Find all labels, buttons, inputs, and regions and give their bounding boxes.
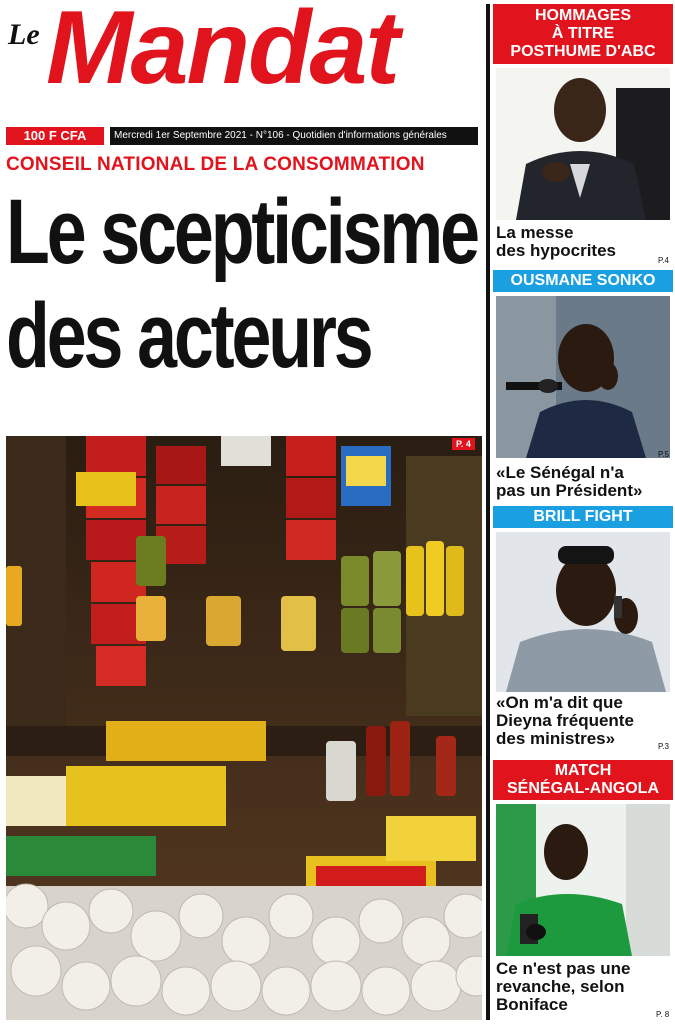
issue-line: Mercredi 1er Septembre 2021 - N°106 - Quotidien d'informations générales bbox=[110, 127, 478, 145]
sidebar-2-photo bbox=[496, 296, 670, 458]
sidebar-2-title bbox=[493, 270, 673, 292]
masthead bbox=[6, 2, 480, 122]
sidebar-2-caption-line-1: «Le Sénégal n'a bbox=[496, 463, 624, 482]
sidebar-3-page-ref: P.3 bbox=[658, 742, 669, 751]
sidebar-4-caption-line-3: Boniface bbox=[496, 995, 568, 1014]
sidebar-1-caption-line-1: La messe bbox=[496, 223, 574, 242]
headline-line-1: Le scepticisme bbox=[6, 181, 477, 283]
sidebar-3-title-line-1: BRILL FIGHT bbox=[533, 508, 633, 525]
sidebar-4-caption-line-2: revanche, selon bbox=[496, 977, 625, 996]
sidebar-3-caption-line-3: des ministres» bbox=[496, 729, 616, 748]
sidebar-4-photo bbox=[496, 804, 670, 956]
sidebar-3-title bbox=[493, 506, 673, 528]
sidebar-4-caption bbox=[496, 960, 672, 1014]
masthead-title: Mandat bbox=[46, 0, 398, 106]
sidebar-1-title-line-2: À TITRE bbox=[551, 25, 615, 42]
sidebar-4-title bbox=[493, 760, 673, 800]
sidebar-1-caption-line-2: des hypocrites bbox=[496, 241, 616, 260]
sidebar-4-page-ref: P. 8 bbox=[656, 1010, 670, 1019]
sidebar-1-title-line-3: POSTHUME D'ABC bbox=[510, 43, 656, 60]
sidebar-2-caption-line-2: pas un Président» bbox=[496, 481, 643, 500]
sidebar-3-caption bbox=[496, 694, 672, 748]
sidebar-3-caption-line-1: «On m'a dit que bbox=[496, 693, 623, 712]
column-divider bbox=[486, 4, 490, 1020]
headline-line-2: des acteurs bbox=[6, 285, 371, 387]
portrait-speaker-microphone bbox=[496, 296, 670, 458]
sidebar-2-title-line-1: OUSMANE SONKO bbox=[510, 272, 656, 289]
sidebar-3-caption-line-2: Dieyna fréquente bbox=[496, 711, 634, 730]
portrait-wrestler-phone bbox=[496, 532, 670, 692]
sidebar-3-photo bbox=[496, 532, 670, 692]
portrait-man-suit bbox=[496, 68, 670, 220]
sidebar-2-caption bbox=[496, 464, 672, 500]
sidebar-1-page-ref: P.4 bbox=[658, 256, 669, 265]
sidebar-2-page-ref: P.5 bbox=[658, 450, 669, 459]
main-page-ref: P. 4 bbox=[452, 438, 475, 450]
sidebar-1-photo bbox=[496, 68, 670, 220]
portrait-player-press bbox=[496, 804, 670, 956]
sidebar-4-title-line-1: MATCH bbox=[554, 762, 612, 779]
sidebar-4-title-line-2: SÉNÉGAL-ANGOLA bbox=[507, 780, 659, 797]
sidebar-1-title bbox=[493, 4, 673, 64]
market-stall-illustration bbox=[6, 436, 482, 1020]
main-headline bbox=[6, 180, 477, 388]
masthead-le: Le bbox=[8, 18, 40, 51]
sidebar-1-title-line-1: HOMMAGES bbox=[535, 7, 631, 24]
sidebar-1-caption bbox=[496, 224, 672, 260]
price-badge: 100 F CFA bbox=[6, 127, 104, 145]
main-photo-market-stall bbox=[6, 436, 482, 1020]
main-kicker: CONSEIL NATIONAL DE LA CONSOMMATION bbox=[6, 154, 425, 175]
sidebar-4-caption-line-1: Ce n'est pas une bbox=[496, 959, 631, 978]
